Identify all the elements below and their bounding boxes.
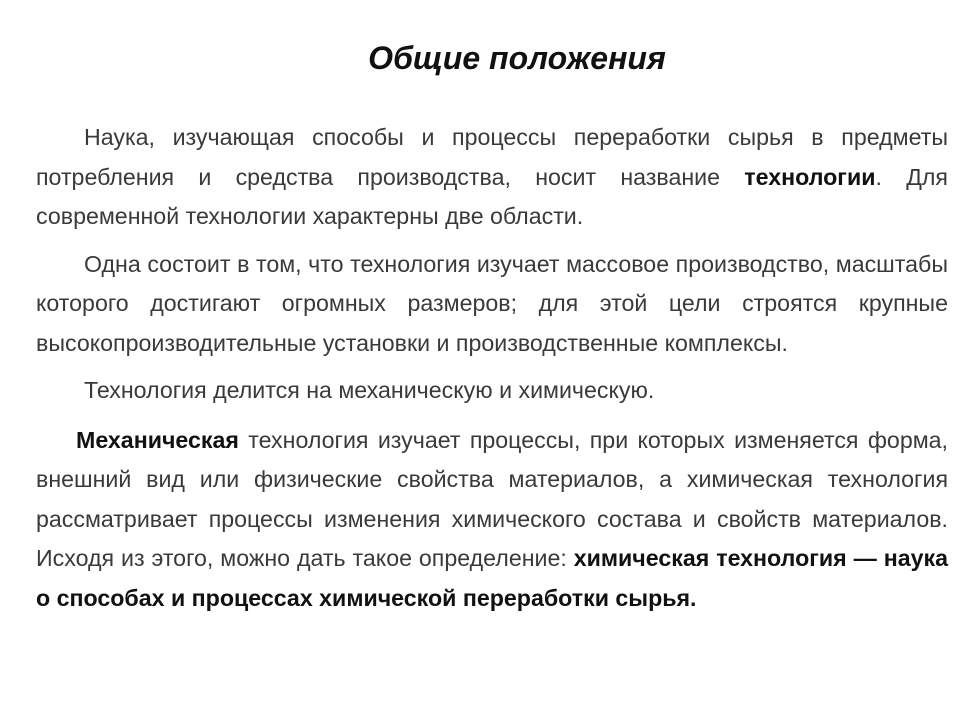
paragraph-technology-division: Технология делится на механическую и химическую.: [84, 377, 655, 403]
slide-title: Общие положения: [368, 40, 666, 76]
definition-chemical-technology: химическая технология — наука о способах и процессах химической переработки сырья.: [36, 545, 949, 611]
paragraph-mechanical-chemical: [36, 421, 948, 619]
paragraph-mass-production: Одна состоит в том, что технология изучает массовое производство, масштабы которого достигают огромных размеров; для этой цели строятся крупные высокопроизводительные установки и производственные комплексы.: [36, 250, 948, 356]
paragraph-text: Наука, изучающая способы и процессы переработки сырья в предметы потребления и средства производства, носит название: [36, 124, 948, 190]
paragraph-text: технология изучает процессы, при которых изменяется форма, внешний вид или физические свойства материалов, а химическая технология рассматривает процессы изменения химического состава и свойств материалов. Исходя из этого, можно дать такое определение:: [36, 426, 948, 571]
paragraph-science-definition: [36, 118, 948, 237]
term-technology: технологии: [744, 163, 876, 190]
term-mechanical: Механическая: [76, 426, 239, 453]
slide-body: [36, 118, 948, 618]
paragraph-text: . Для современной технологии характерны две области.: [36, 163, 948, 229]
